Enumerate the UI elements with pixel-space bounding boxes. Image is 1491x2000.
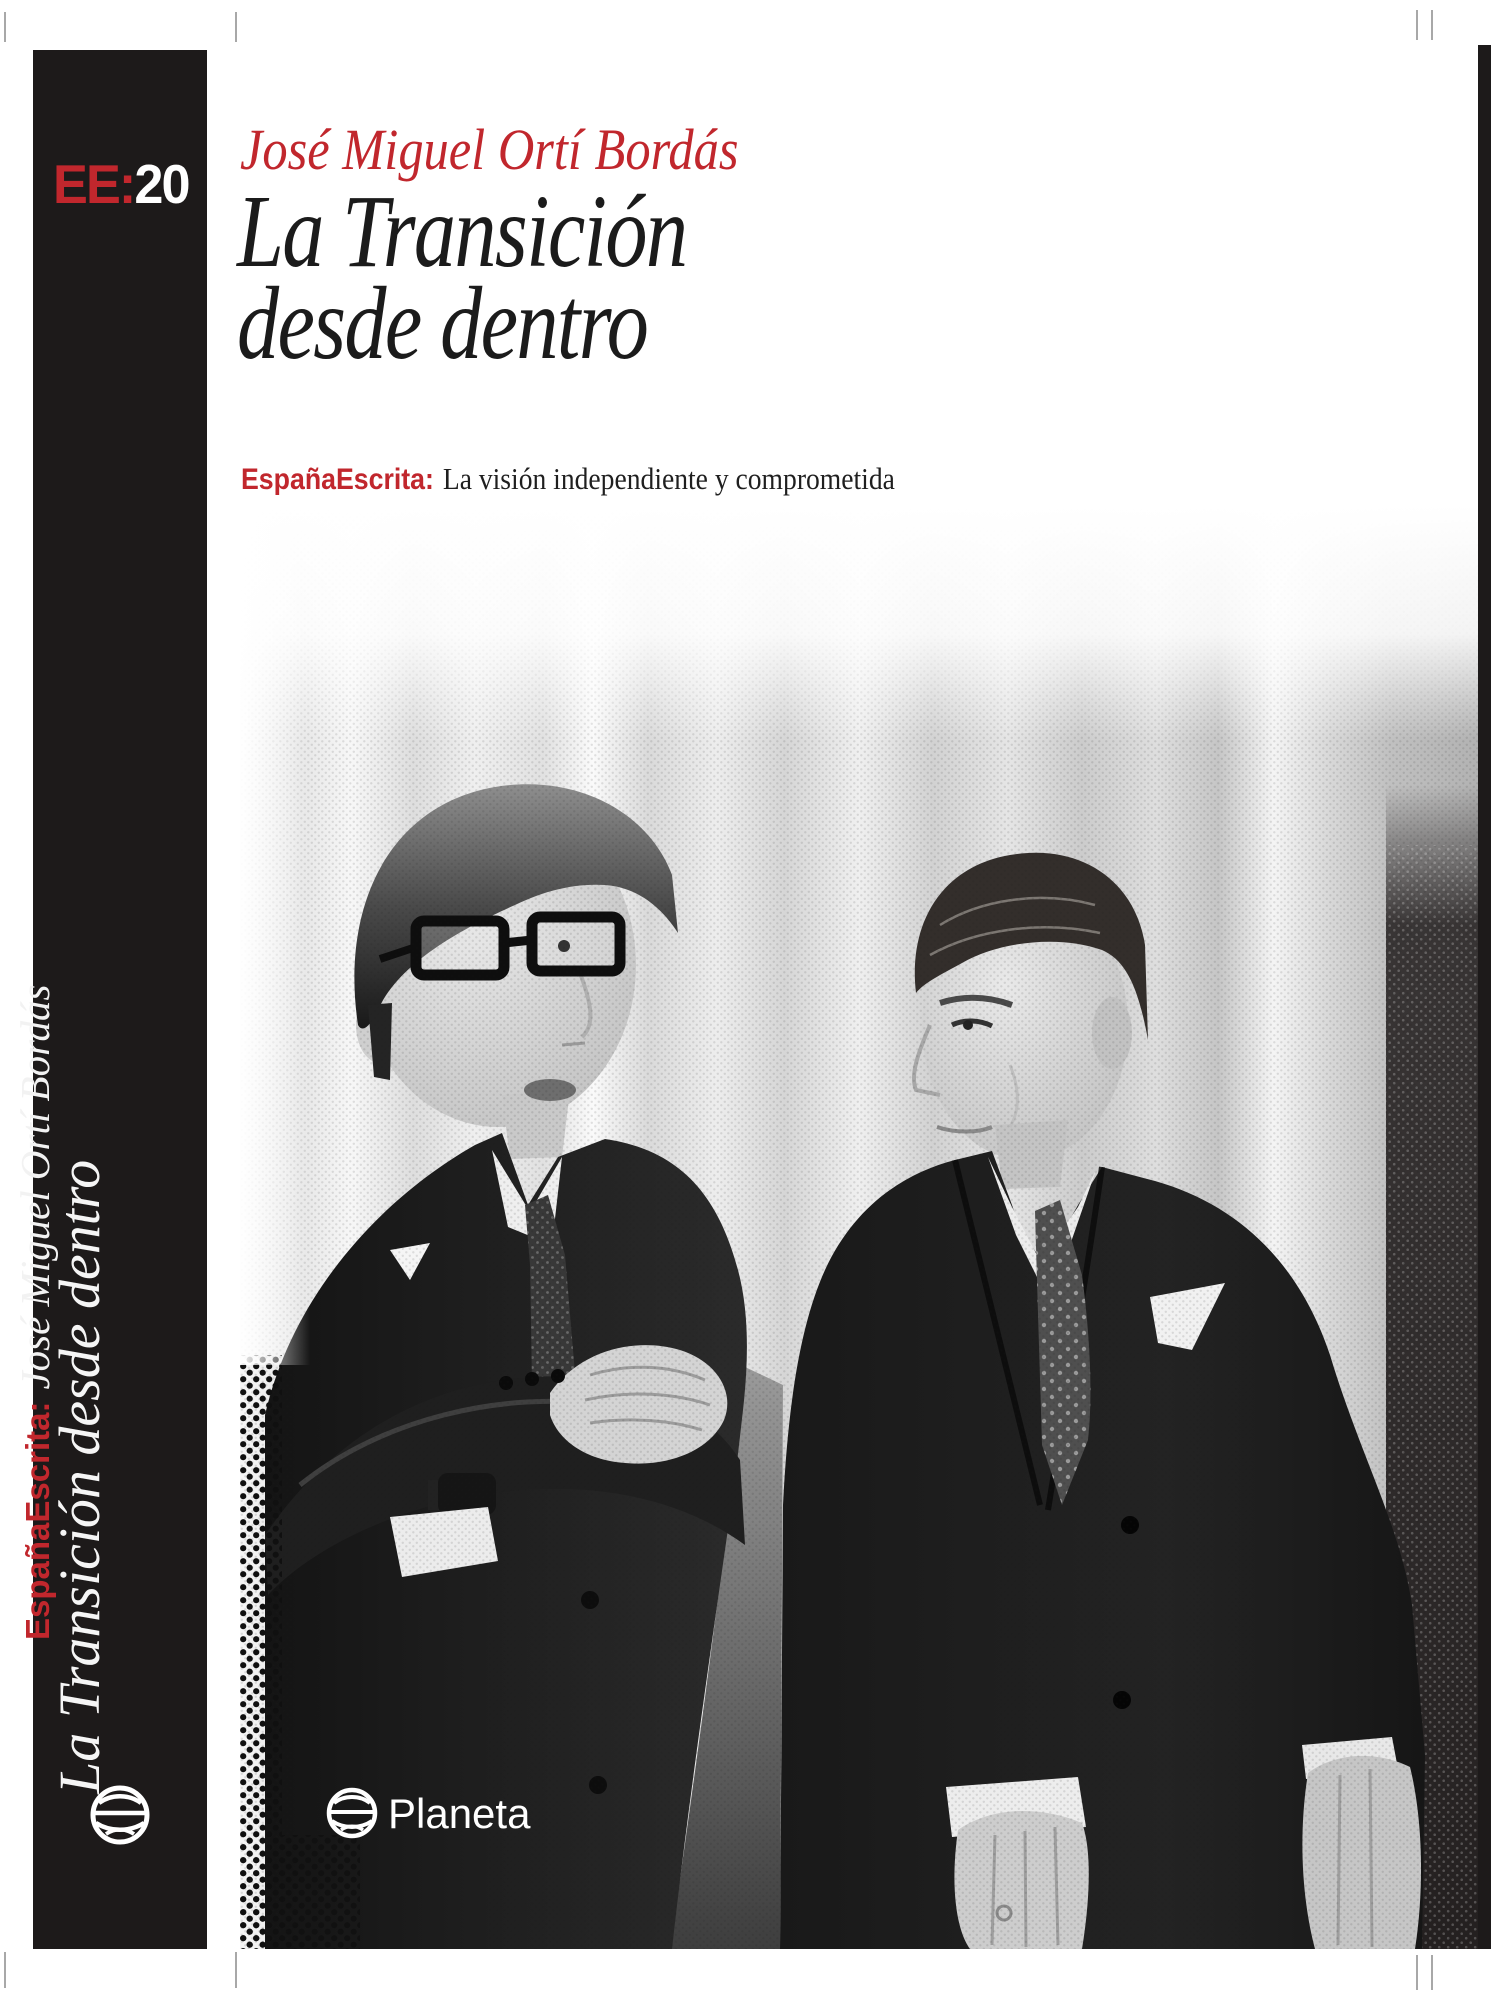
blurb-line (241, 458, 897, 500)
photo-top-fade (240, 505, 1478, 740)
book-title (237, 174, 687, 381)
cover-photo (240, 505, 1478, 1949)
crop-mark (4, 12, 6, 42)
planeta-globe-icon (88, 1783, 152, 1847)
crop-mark (1431, 10, 1433, 40)
spine-title: La Transición desde dentro (47, 1159, 112, 1794)
blurb-text-1: La visión independiente y comprometida (442, 461, 895, 496)
crop-mark (235, 12, 237, 42)
spine-author: José Miguel Ortí Bordás (12, 984, 58, 1390)
crop-mark (235, 1952, 237, 1988)
blurb-series-label: EspañaEscrita: (241, 463, 434, 496)
series-badge-number: 20 (134, 153, 189, 215)
crop-mark (1431, 1955, 1433, 1990)
publisher-name: Planeta (388, 1790, 531, 1837)
book-spine (12, 50, 207, 1949)
book-title-line1: La Transición (237, 174, 687, 289)
cover-right-edge-strip (1478, 45, 1491, 1949)
crop-mark (4, 1952, 6, 1988)
series-badge (53, 152, 189, 216)
crop-mark (1416, 10, 1418, 40)
crop-mark (1416, 1955, 1418, 1990)
series-badge-code: EE: (53, 153, 135, 215)
spine-series-label: EspañaEscrita: (19, 1401, 56, 1640)
author-name: José Miguel Ortí Bordás (240, 117, 739, 182)
book-title-line2: desde dentro (237, 265, 648, 381)
